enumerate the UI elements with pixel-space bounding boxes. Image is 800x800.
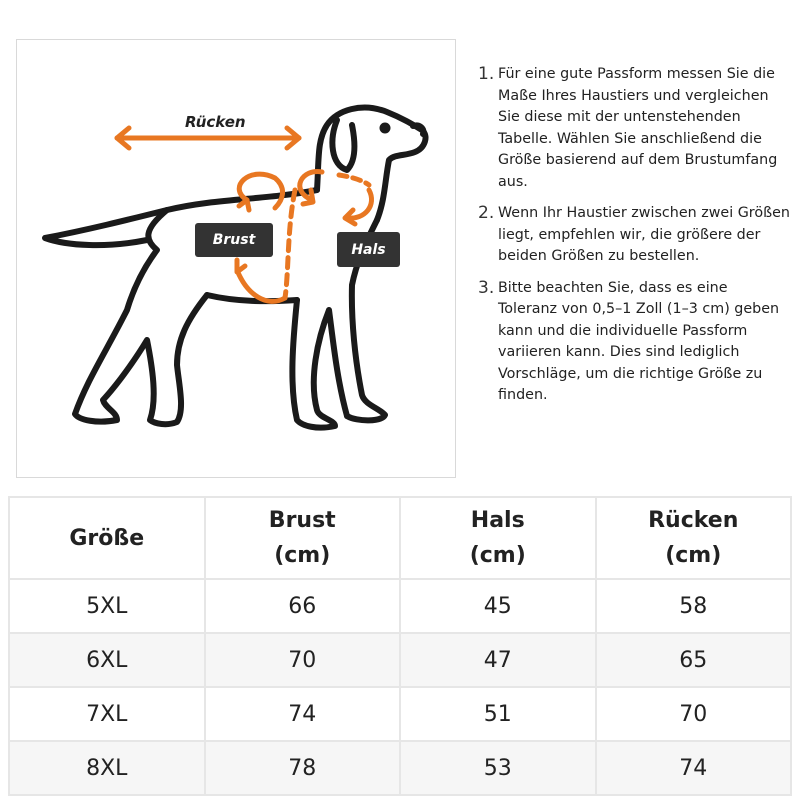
instruction-step-3: [478, 278, 790, 407]
hals-tag: Hals: [337, 232, 400, 267]
instructions-list: [478, 64, 790, 417]
header-size: Größe: [9, 497, 205, 579]
header-brust: Brust (cm): [205, 497, 401, 579]
cell-size: 7XL: [9, 687, 205, 741]
table-header-row: [9, 497, 791, 579]
header-hals: Hals (cm): [400, 497, 596, 579]
step-number: 3.: [478, 277, 495, 298]
table-row: [9, 633, 791, 687]
step-text: Für eine gute Passform messen Sie die Maße Ihres Haustiers und vergleichen Sie diese mit der untenstehenden Tabelle. Wählen Sie anschließend die Größe basierend auf dem Brustumfang aus.: [498, 66, 778, 190]
dog-measurement-diagram: [16, 39, 456, 478]
cell-hals: 53: [400, 741, 596, 795]
size-chart-table: [8, 496, 792, 796]
ruecken-label: Rücken: [185, 113, 246, 131]
cell-ruecken: 65: [596, 633, 792, 687]
instruction-step-2: [478, 203, 790, 268]
cell-brust: 74: [205, 687, 401, 741]
step-text: Bitte beachten Sie, dass es eine Toleranz von 0,5–1 Zoll (1–3 cm) geben kann und die individuelle Passform variieren kann. Dies sind lediglich Vorschläge, um die richtige Größe zu finden.: [498, 279, 780, 403]
header-ruecken: Rücken (cm): [596, 497, 792, 579]
table-row: [9, 579, 791, 633]
cell-ruecken: 74: [596, 741, 792, 795]
brust-tag: Brust: [195, 223, 273, 257]
cell-ruecken: 58: [596, 579, 792, 633]
cell-size: 8XL: [9, 741, 205, 795]
cell-brust: 78: [205, 741, 401, 795]
step-text: Wenn Ihr Haustier zwischen zwei Größen liegt, empfehlen wir, die größere der beiden Größen zu bestellen.: [498, 205, 790, 264]
cell-hals: 47: [400, 633, 596, 687]
cell-hals: 45: [400, 579, 596, 633]
step-number: 1.: [478, 64, 495, 84]
cell-brust: 70: [205, 633, 401, 687]
step-number: 2.: [478, 203, 495, 223]
instruction-step-1: [478, 64, 790, 193]
cell-size: 5XL: [9, 579, 205, 633]
cell-size: 6XL: [9, 633, 205, 687]
cell-ruecken: 70: [596, 687, 792, 741]
cell-brust: 66: [205, 579, 401, 633]
table-row: [9, 741, 791, 795]
table-row: [9, 687, 791, 741]
cell-hals: 51: [400, 687, 596, 741]
